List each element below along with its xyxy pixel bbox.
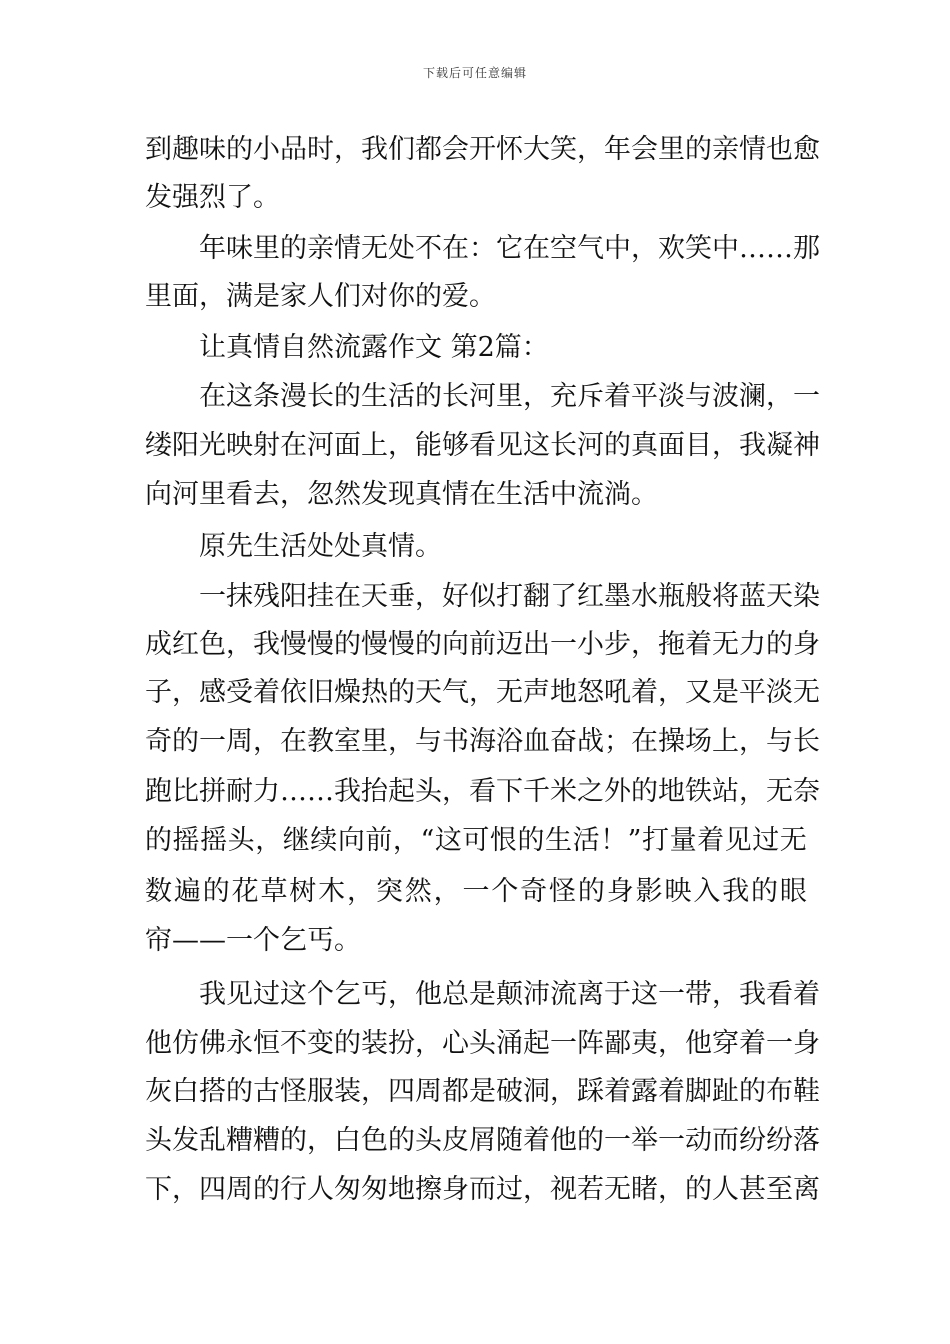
text-line: 我 见 过 这 个 乞 丐 ， 他 总 是 颠 沛 流 离 于 这 一 带 ， 我 看 着 — [199, 979, 820, 1010]
text-line: 数 遍 的 花 草 树 木 ， 突 然 ， 一 个 奇 怪 的 身 影 映 入 我 的 眼 — [145, 876, 807, 907]
text-line: 子 ， 感 受 着 依 旧 燥 热 的 天 气 ， 无 声 地 怒 吼 着 ， 又 是 平 淡 无 — [145, 677, 820, 708]
text-line: 向河里看去，忽然发现真情在生活中流淌。 — [145, 479, 658, 510]
text-line: 缕 阳 光 映 射 在 河 面 上 ， 能 够 看 见 这 长 河 的 真 面 目 ， 我 凝 神 — [145, 430, 820, 461]
text-line: 里面，满是家人们对你的爱。 — [145, 281, 496, 312]
text-line: 奇 的 一 周 ， 在 教 室 里 ， 与 书 海 浴 血 奋 战 ； 在 操 场 上 ， 与 长 — [145, 726, 820, 757]
text-line: 一 抹 残 阳 挂 在 天 垂 ， 好 似 打 翻 了 红 墨 水 瓶 般 将 蓝 天 染 — [199, 581, 820, 612]
page-header: 下载后可任意编辑 — [422, 66, 527, 80]
text-line: 他 仿 佛 永 恒 不 变 的 装 扮 ， 心 头 涌 起 一 阵 鄙 夷 ， 他 穿 着 一 身 — [145, 1028, 820, 1059]
text-line: 原先生活处处真情。 — [199, 531, 442, 562]
text-line: 下 ， 四 周 的 行 人 匆 匆 地 擦 身 而 过 ， 视 若 无 睹 ， 的 人 甚 至 离 — [145, 1174, 820, 1205]
text-line: 让真情自然流露作文 第2篇： — [199, 332, 549, 363]
text-line: 成 红 色 ， 我 慢 慢 的 慢 慢 的 向 前 迈 出 一 小 步 ， 拖 着 无 力 的 身 — [145, 629, 820, 660]
text-line: 年 味 里 的 亲 情 无 处 不 在 ： 它 在 空 气 中 ， 欢 笑 中 … … 那 — [199, 233, 820, 264]
text-line: 头 发 乱 糟 糟 的 ， 白 色 的 头 皮 屑 随 着 他 的 一 举 一 动 而 纷 纷 落 — [145, 1125, 820, 1156]
text-line: 的 摇 摇 头 ， 继 续 向 前 ， “ 这 可 恨 的 生 活 ！ ” 打 量 着 见 过 无 — [145, 825, 807, 856]
text-line: 发强烈了。 — [145, 182, 280, 213]
text-line: 灰 白 搭 的 古 怪 服 装 ， 四 周 都 是 破 洞 ， 踩 着 露 着 脚 趾 的 布 鞋 — [145, 1076, 820, 1107]
text-line: 到 趣 味 的 小 品 时 ， 我 们 都 会 开 怀 大 笑 ， 年 会 里 的 亲 情 也 愈 — [145, 134, 820, 165]
text-line: 帘——一个乞丐。 — [145, 925, 361, 956]
text-line: 在 这 条 漫 长 的 生 活 的 长 河 里 ， 充 斥 着 平 淡 与 波 澜 ， 一 — [199, 381, 820, 412]
text-line: 跑 比 拼 耐 力 … … 我 抬 起 头 ， 看 下 千 米 之 外 的 地 铁 站 ， 无 奈 — [145, 776, 820, 807]
